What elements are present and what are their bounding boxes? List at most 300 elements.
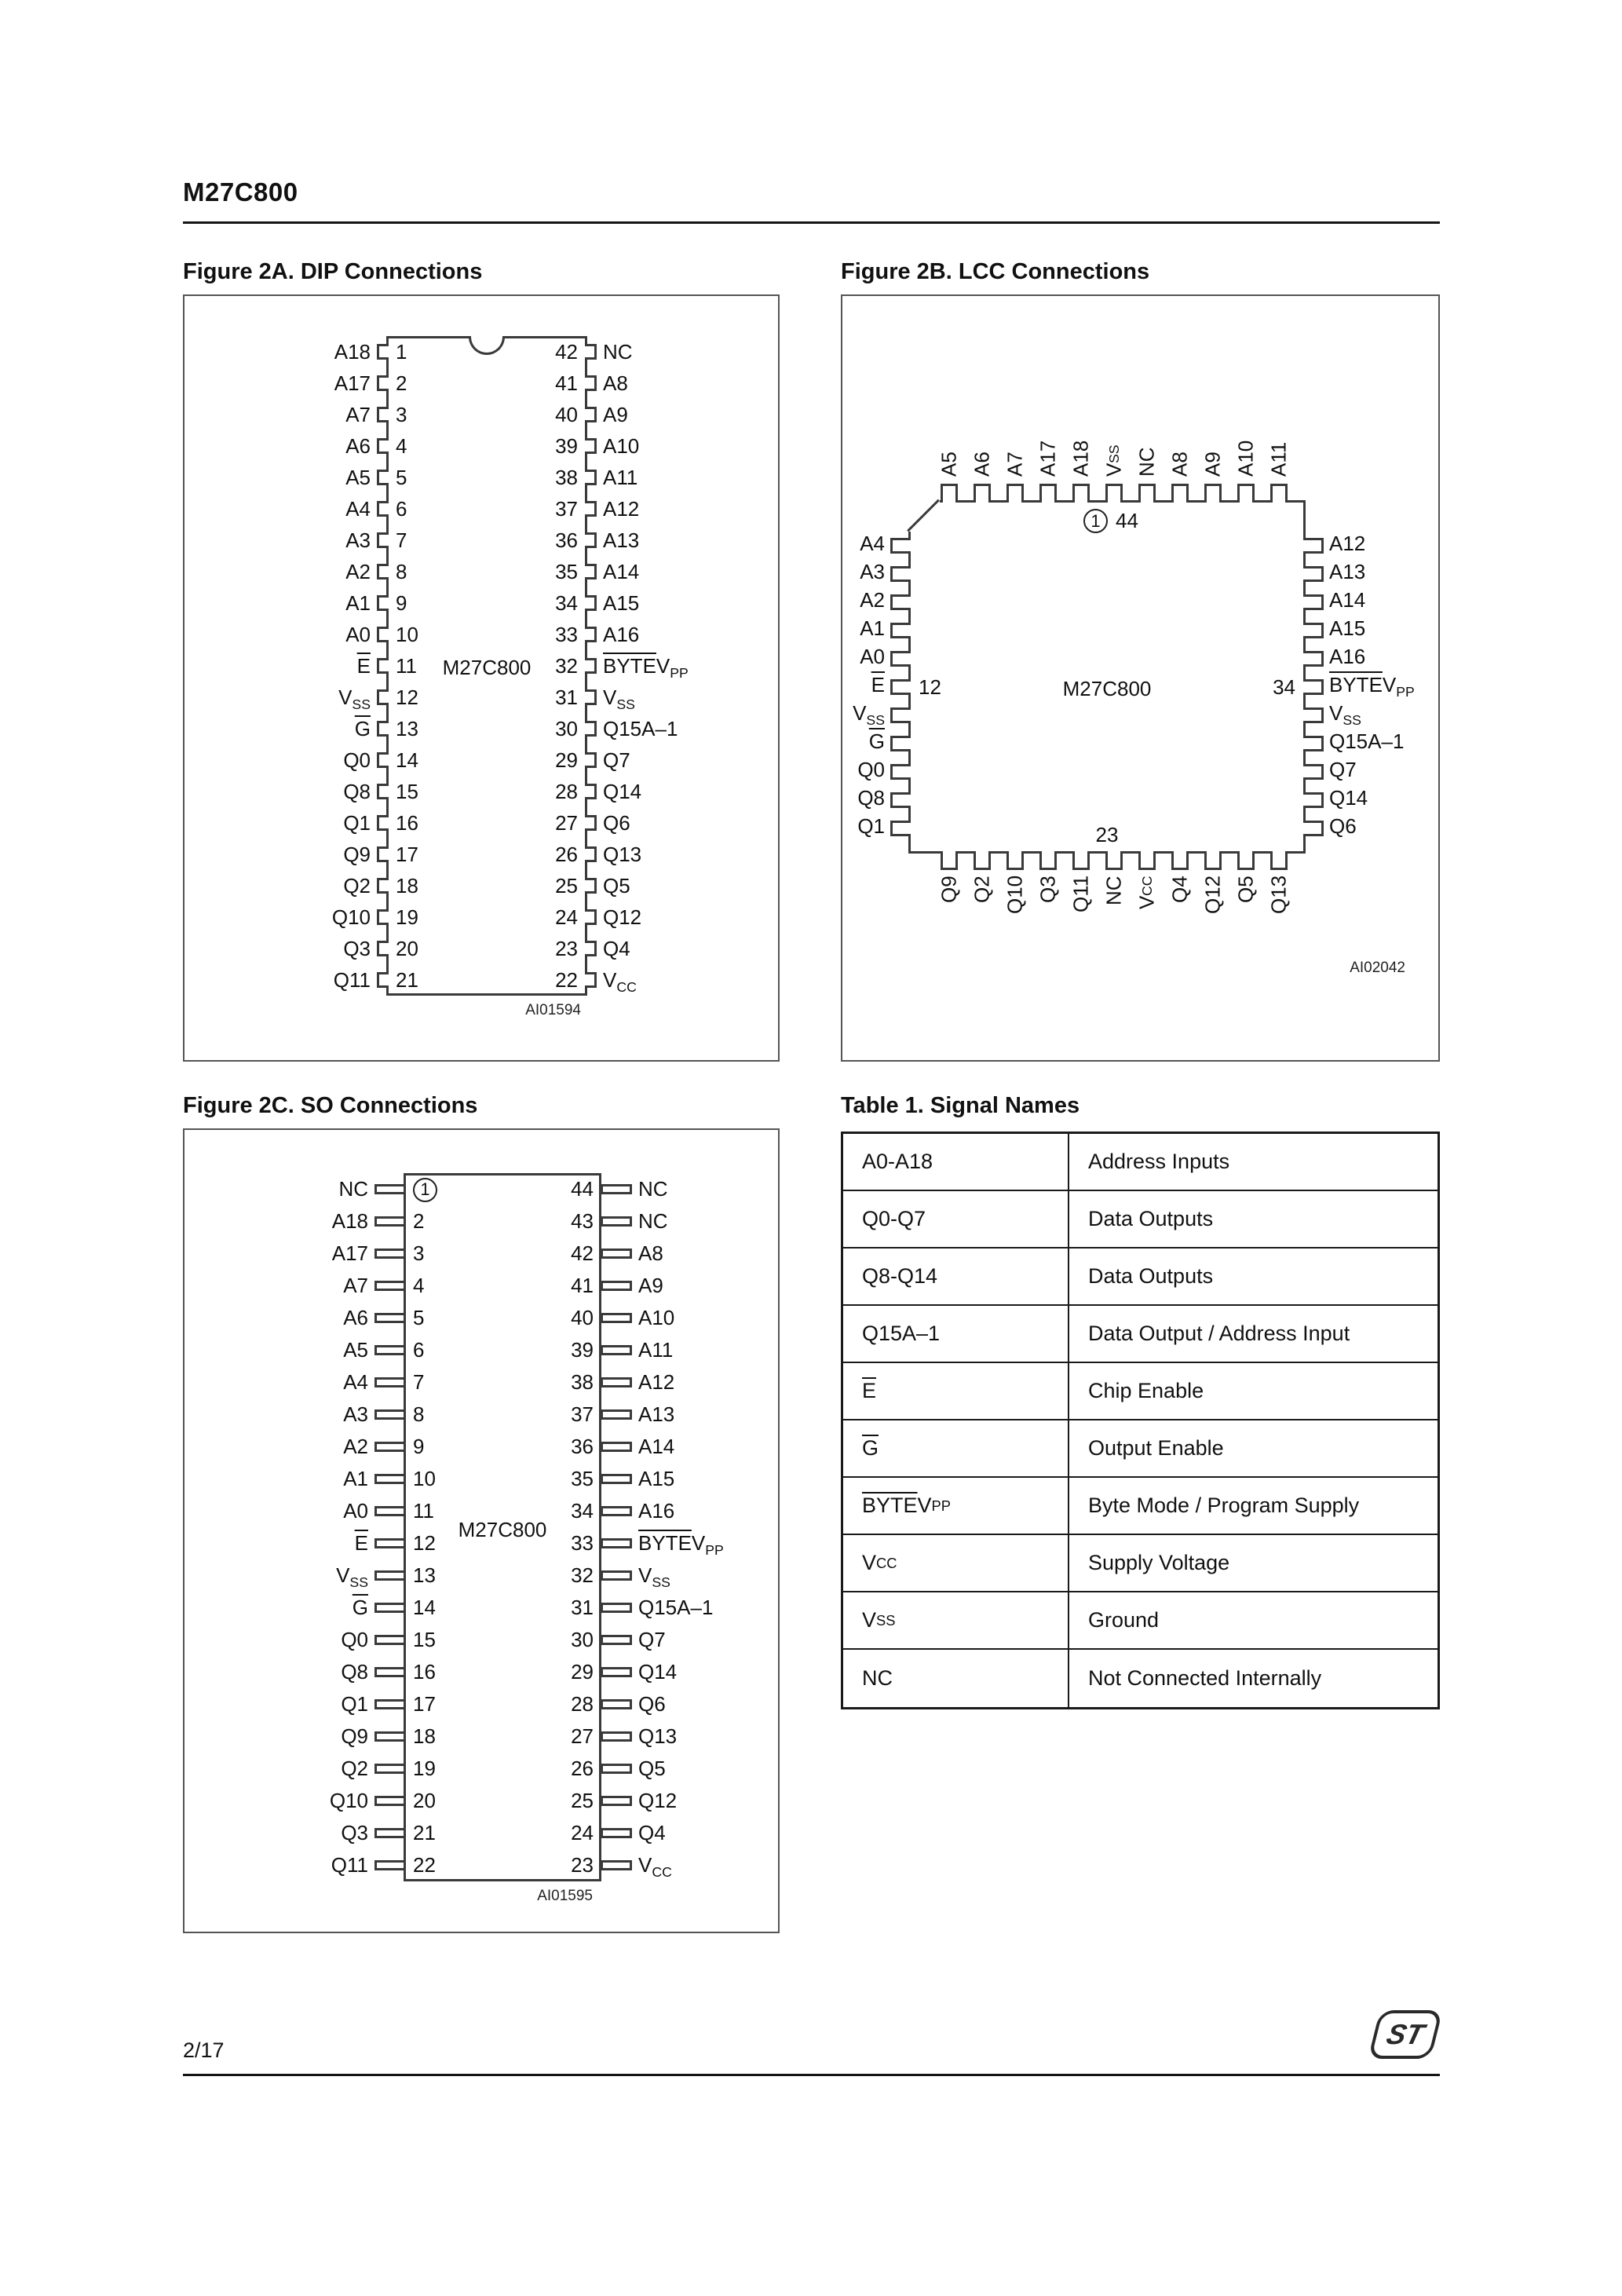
- pin-label-left: A3: [345, 528, 371, 552]
- pin-number-left: 10: [413, 1467, 436, 1490]
- pin-number-right: 22: [555, 967, 578, 992]
- lcc-pin-bottom: [941, 851, 958, 870]
- pin-row: [280, 1463, 748, 1495]
- signal-desc-cell: Chip Enable: [1088, 1379, 1204, 1402]
- lcc-pin-top: [1072, 484, 1090, 503]
- pin-number-left: 17: [396, 842, 418, 866]
- pin-number-right: 31: [555, 685, 578, 709]
- pin-row: [280, 1173, 748, 1205]
- pin-number-right: 26: [571, 1757, 594, 1780]
- pin-symbol-right: [601, 1828, 632, 1838]
- pin-number: 23: [1095, 823, 1119, 846]
- pin-symbol-right: [601, 1184, 632, 1194]
- lcc-pin-right: [1303, 707, 1324, 723]
- pin-label-left: A6: [345, 433, 371, 458]
- signal-desc-cell: Address Inputs: [1088, 1150, 1230, 1173]
- pin-label-right: A14: [638, 1435, 675, 1458]
- pin-symbol-right: [585, 564, 597, 579]
- chip-label: M27C800: [1062, 677, 1152, 700]
- lcc-pin-bottom: [1006, 851, 1024, 870]
- pin-number-right: 41: [571, 1274, 594, 1297]
- pin-symbol-right: [585, 909, 597, 925]
- pin-label-left: NC: [338, 1177, 368, 1201]
- pin-number-right: 39: [571, 1338, 594, 1362]
- pin-label-left: Q10: [329, 1789, 368, 1812]
- lcc-pin-right: [1303, 566, 1324, 582]
- pin-number-right: 30: [555, 716, 578, 740]
- pin-label-right: Q15A–1: [603, 716, 678, 740]
- pin-number-left: 20: [396, 936, 418, 960]
- pin-number-left: 4: [413, 1274, 425, 1297]
- pin-label-bottom: Q12: [1200, 876, 1225, 915]
- pin-row: [283, 964, 713, 996]
- pin-number-left: 5: [413, 1306, 425, 1329]
- pin-number: 44: [1116, 509, 1138, 532]
- pin-number-left: 19: [413, 1757, 436, 1780]
- pin-label-top: A17: [1036, 440, 1060, 477]
- pin-number-right: 36: [571, 1435, 594, 1458]
- pin-symbol-right: [601, 1345, 632, 1355]
- pin-symbol-left: [374, 1377, 406, 1387]
- pin-label-left: Q11: [333, 967, 371, 992]
- pin-number-left: 2: [413, 1209, 425, 1233]
- signal-name-cell: $\overline{G}$: [843, 1420, 1069, 1476]
- pin-number-right: 35: [571, 1467, 594, 1490]
- pin-number-right: 28: [555, 779, 578, 803]
- pin-row: [280, 1366, 748, 1398]
- pin-symbol-left: [377, 375, 389, 391]
- pin-symbol-right: [601, 1570, 632, 1581]
- pin-label-right: Q15A–1: [638, 1596, 714, 1619]
- pin-label-top: A8: [1167, 452, 1192, 477]
- pin-number-right: 42: [555, 339, 578, 364]
- pin-symbol-left: [374, 1184, 406, 1194]
- pin-row: [283, 744, 713, 776]
- pin-label-right: A14: [1329, 588, 1366, 612]
- pin-symbol-right: [601, 1699, 632, 1709]
- pin-label-left: A1: [345, 590, 371, 615]
- pin-symbol-right: [601, 1635, 632, 1645]
- pin-number-right: 35: [555, 559, 578, 583]
- pin-label-right: NC: [638, 1209, 668, 1233]
- pin-label-bottom: Q5: [1233, 876, 1258, 903]
- pin-row: [280, 1302, 748, 1334]
- pin-number-right: 25: [555, 873, 578, 898]
- pin-label-left: Q9: [343, 842, 371, 866]
- pin-label-right: $V_{CC}$: [638, 1853, 672, 1881]
- pin-number-left: 6: [413, 1338, 425, 1362]
- pin-row: [280, 1527, 748, 1559]
- pin-number-right: 33: [571, 1531, 594, 1555]
- pin-label-right: Q13: [638, 1724, 678, 1748]
- figure-ref: AI02042: [1350, 960, 1405, 976]
- pin-number-right: 24: [571, 1821, 594, 1844]
- pin-number-right: 24: [555, 905, 578, 929]
- pin-symbol-left: [374, 1828, 406, 1838]
- pin-row: [283, 776, 713, 807]
- lcc-pin-top: [1237, 484, 1255, 503]
- pin-label-right: NC: [603, 339, 633, 364]
- lcc-pin-right: [1303, 594, 1324, 610]
- pin-symbol-left: [374, 1506, 406, 1516]
- pin-number-right: 36: [555, 528, 578, 552]
- pin-number-left: 14: [413, 1596, 436, 1619]
- table-row: [843, 1134, 1438, 1191]
- pin-number-left: 17: [413, 1692, 436, 1716]
- signal-desc-cell: Supply Voltage: [1088, 1551, 1230, 1574]
- lcc-pin-left: [890, 679, 911, 695]
- pin-symbol-left: [377, 532, 389, 548]
- pin-label-right: A9: [603, 402, 628, 426]
- pin-symbol-right: [585, 878, 597, 894]
- pin-label-right: Q6: [603, 810, 630, 835]
- pin-label-left: A3: [860, 560, 885, 583]
- pin-label-left: Q8: [341, 1660, 368, 1684]
- pin-row: [283, 556, 713, 587]
- pin-label-right: Q7: [638, 1628, 666, 1651]
- pin-row: [283, 493, 713, 525]
- pin-label-top: A9: [1200, 452, 1225, 477]
- pin-label-right: A10: [638, 1306, 675, 1329]
- pin-symbol-left: [374, 1731, 406, 1742]
- pin-symbol-left: [377, 595, 389, 611]
- pin-number-left: 3: [396, 402, 407, 426]
- pin-number-left: 20: [413, 1789, 436, 1812]
- lcc-pin-top: [1039, 484, 1057, 503]
- pin-label-right: Q4: [603, 936, 630, 960]
- st-logo-icon: [1368, 2010, 1442, 2059]
- signal-name-cell: Q15A–1: [843, 1306, 1069, 1362]
- signal-desc-cell: Data Output / Address Input: [1088, 1322, 1350, 1345]
- pin-label-right: Q6: [1329, 814, 1357, 838]
- lcc-pin-left: [890, 736, 911, 751]
- pin-label-left: A4: [343, 1370, 368, 1394]
- pin-symbol-left: [377, 564, 389, 579]
- pin-label-right: Q13: [603, 842, 642, 866]
- pin-label-right: NC: [638, 1177, 668, 1201]
- pin-label-top: A6: [970, 452, 994, 477]
- pin-label-right: A13: [638, 1402, 675, 1426]
- pin-row: [280, 1559, 748, 1592]
- pin-label-right: A8: [638, 1241, 663, 1265]
- pin-number-right: 40: [555, 402, 578, 426]
- pin-label-right: A13: [1329, 560, 1366, 583]
- pin-symbol-right: [585, 815, 597, 831]
- pin-row: [283, 650, 713, 682]
- lcc-pin-left: [890, 764, 911, 780]
- pin-row: [280, 1205, 748, 1238]
- pin-number: 34: [1273, 675, 1295, 699]
- table-row: [843, 1191, 1438, 1249]
- pin-symbol-left: [374, 1796, 406, 1806]
- signal-name-cell: A0-A18: [843, 1134, 1069, 1190]
- signal-name-cell: V CC: [843, 1535, 1069, 1591]
- pin-label-left: Q3: [341, 1821, 368, 1844]
- page-title: M27C800: [183, 177, 298, 207]
- pin-symbol-right: [601, 1377, 632, 1387]
- pin-symbol-left: [377, 721, 389, 737]
- pin-label-right: Q6: [638, 1692, 666, 1716]
- pin-number-left: 5: [396, 465, 407, 489]
- pin-symbol-left: [374, 1249, 406, 1259]
- pin-row: [283, 682, 713, 713]
- lcc-pin-top: [1171, 484, 1189, 503]
- pin-symbol-left: [377, 501, 389, 517]
- pin-symbol-right: [585, 344, 597, 360]
- pin-number-left: 15: [396, 779, 418, 803]
- pin-row: [283, 807, 713, 839]
- pin-label-left: $\overline{G}$: [354, 716, 371, 740]
- pin-label-right: Q12: [638, 1789, 678, 1812]
- pin-number-right: 37: [555, 496, 578, 521]
- pin-label-bottom: Q3: [1036, 876, 1060, 903]
- pin-row: [280, 1720, 748, 1753]
- pin-label-right: Q5: [638, 1757, 666, 1780]
- pin-label-left: $\overline{E}$: [871, 673, 885, 696]
- chip-label: M27C800: [442, 656, 532, 679]
- pin-label-left: Q0: [341, 1628, 368, 1651]
- pin-number-left: 2: [396, 371, 407, 395]
- pin-label-bottom: Q10: [1003, 876, 1027, 915]
- pin-row: [280, 1398, 748, 1431]
- pin-label-left: A6: [343, 1306, 368, 1329]
- pin-number-right: 32: [555, 653, 578, 678]
- pin-number-right: 43: [571, 1209, 594, 1233]
- pin-row: [283, 587, 713, 619]
- lcc-pin-right: [1303, 736, 1324, 751]
- table-1-title: Table 1. Signal Names: [841, 1093, 1080, 1118]
- signal-name-cell: Q8-Q14: [843, 1249, 1069, 1304]
- pin-label-left: $\overline{G}$: [352, 1596, 368, 1619]
- pin-label-left: A0: [343, 1499, 368, 1523]
- pin-row: [280, 1334, 748, 1366]
- pin-symbol-right: [601, 1442, 632, 1452]
- pin-number-left: 6: [396, 496, 407, 521]
- pin-label-right: A16: [1329, 645, 1366, 668]
- pin-symbol-right: [585, 721, 597, 737]
- pin-number-right: 40: [571, 1306, 594, 1329]
- pin-symbol-right: [601, 1731, 632, 1742]
- pin-number-right: 37: [571, 1402, 594, 1426]
- lcc-pin-bottom: [1138, 851, 1156, 870]
- pin-label-left: A2: [343, 1435, 368, 1458]
- pin-label-left: $V_{SS}$: [336, 1563, 368, 1591]
- pin-row: [283, 901, 713, 933]
- figure-ref: AI01594: [525, 1002, 581, 1018]
- pin-number-left: 16: [413, 1660, 436, 1684]
- pin-label-right: Q14: [1329, 786, 1368, 810]
- pin-label-left: A17: [334, 371, 371, 395]
- pin-number-right: 32: [571, 1563, 594, 1587]
- pin-row: [280, 1238, 748, 1270]
- pin-row: [280, 1592, 748, 1624]
- pin-symbol-right: [585, 470, 597, 485]
- footer-rule: [183, 2074, 1440, 2076]
- pin-row: [283, 525, 713, 556]
- pin-symbol-left: [374, 1667, 406, 1677]
- pin-label-right: $BYTEV_{PP}$: [638, 1531, 724, 1559]
- pin-symbol-left: [374, 1635, 406, 1645]
- pin-label-right: $V_{SS}$: [1329, 701, 1361, 729]
- lcc-pin-left: [890, 707, 911, 723]
- pin-number-left: 9: [396, 590, 407, 615]
- pin-symbol-left: [374, 1345, 406, 1355]
- pin-label-right: A12: [1329, 532, 1366, 555]
- pin-symbol-left: [377, 752, 389, 768]
- pin-label-left: Q1: [857, 814, 885, 838]
- pin-row: [280, 1431, 748, 1463]
- lcc-pin-right: [1303, 821, 1324, 836]
- pin-number-left: 18: [396, 873, 418, 898]
- pin-label-left: A5: [343, 1338, 368, 1362]
- lcc-pin-right: [1303, 679, 1324, 695]
- pin-number-left: 8: [396, 559, 407, 583]
- pin-number-left: 4: [396, 433, 407, 458]
- pin-label-right: Q4: [638, 1821, 666, 1844]
- lcc-pin-right: [1303, 792, 1324, 808]
- pin-row: [283, 870, 713, 901]
- pin-label-left: A17: [331, 1241, 368, 1265]
- pin-number-left: 9: [413, 1435, 425, 1458]
- pin-number-right: 34: [571, 1499, 594, 1523]
- signal-desc-cell: Byte Mode / Program Supply: [1088, 1493, 1360, 1517]
- pin-number-left: 15: [413, 1628, 436, 1651]
- pin-number-right: 30: [571, 1628, 594, 1651]
- pin-symbol-right: [601, 1249, 632, 1259]
- pin-row: [280, 1495, 748, 1527]
- signal-desc-cell: Ground: [1088, 1608, 1160, 1632]
- lcc-pin-top: [1105, 484, 1123, 503]
- pin-symbol-right: [585, 627, 597, 642]
- table-row: [843, 1478, 1438, 1535]
- pin-number-left: 3: [413, 1241, 425, 1265]
- pin-label-left: A4: [345, 496, 371, 521]
- pin-symbol-right: [601, 1764, 632, 1774]
- table-row: [843, 1650, 1438, 1707]
- pin-number-right: 27: [571, 1724, 594, 1748]
- pin-symbol-right: [601, 1603, 632, 1613]
- signal-names-table: [841, 1132, 1440, 1709]
- pin-number: 12: [919, 675, 941, 699]
- pin-label-bottom: Q11: [1069, 876, 1093, 913]
- pin-symbol-left: [377, 470, 389, 485]
- pin-symbol-left: [377, 909, 389, 925]
- pin-label-right: Q12: [603, 905, 642, 929]
- pin-symbol-left: [377, 815, 389, 831]
- pin-label-left: A5: [345, 465, 371, 489]
- pin-symbol-left: [377, 627, 389, 642]
- pin-number-right: 23: [555, 936, 578, 960]
- pin-symbol-right: [601, 1281, 632, 1291]
- pin-label-top: A11: [1266, 441, 1291, 477]
- pin-row: [280, 1849, 748, 1881]
- pin-symbol-left: [374, 1474, 406, 1484]
- table-row: [843, 1420, 1438, 1478]
- pin-label-right: $BYTEV_{PP}$: [603, 653, 689, 681]
- pin-label-right: A12: [638, 1370, 675, 1394]
- pin-label-right: A11: [638, 1338, 674, 1362]
- pin1-marker-icon: 1: [413, 1178, 437, 1202]
- pin-label-bottom: NC: [1101, 876, 1126, 905]
- pin-symbol-left: [377, 438, 389, 454]
- lcc-pin-top: [1204, 484, 1222, 503]
- pin-row: [283, 933, 713, 964]
- pin-symbol-right: [585, 407, 597, 422]
- st-logo: [1374, 2010, 1437, 2059]
- table-row: [843, 1363, 1438, 1420]
- pin-symbol-right: [585, 532, 597, 548]
- pin-row: [280, 1785, 748, 1817]
- pin-label-right: Q5: [603, 873, 630, 898]
- pin-symbol-left: [377, 407, 389, 422]
- pin-label-right: A8: [603, 371, 628, 395]
- pin-label-left: $V_{SS}$: [853, 701, 885, 729]
- pin-number-left: [404, 1176, 448, 1202]
- lcc-pin-top: [974, 484, 991, 503]
- lcc-pin-bottom: [974, 851, 991, 870]
- pin-number-right: 44: [571, 1177, 594, 1201]
- pin-row: [280, 1688, 748, 1720]
- pin-label-left: A1: [343, 1467, 368, 1490]
- pin-label-left: Q0: [857, 758, 885, 781]
- pin-label-left: $\overline{E}$: [354, 1531, 368, 1555]
- pin-label-left: A7: [343, 1274, 368, 1297]
- pin-label-right: $V_{SS}$: [603, 685, 635, 712]
- lcc-pin-right: [1303, 651, 1324, 667]
- signal-name-cell: BYTE V PP: [843, 1478, 1069, 1534]
- pin-label-top: NC: [1134, 447, 1159, 477]
- pin-label-left: Q0: [343, 748, 371, 772]
- pin-label-left: Q8: [343, 779, 371, 803]
- pin-number-right: 38: [571, 1370, 594, 1394]
- pin-symbol-left: [374, 1699, 406, 1709]
- figure-2b-title: Figure 2B. LCC Connections: [841, 259, 1150, 284]
- pin-label-left: A2: [860, 588, 885, 612]
- pin-number-right: 23: [571, 1853, 594, 1877]
- pin-label-left: Q11: [331, 1853, 368, 1877]
- pin-symbol-right: [601, 1313, 632, 1323]
- pin-number-left: 13: [413, 1563, 436, 1587]
- pin-label-left: A18: [331, 1209, 368, 1233]
- pin-label-bottom: Q2: [970, 876, 994, 903]
- pin-label-left: Q1: [341, 1692, 368, 1716]
- pin-number-right: 29: [571, 1660, 594, 1684]
- pin-symbol-left: [374, 1313, 406, 1323]
- pin-label-left: Q10: [331, 905, 371, 929]
- pin-number-left: 13: [396, 716, 418, 740]
- pin-number-right: 41: [555, 371, 578, 395]
- pin-label-right: A9: [638, 1274, 663, 1297]
- pin-number-right: 28: [571, 1692, 594, 1716]
- figure-2c-box: [183, 1128, 780, 1933]
- pin-symbol-left: [377, 344, 389, 360]
- pin-label-left: A18: [334, 339, 371, 364]
- signal-name-cell: $\overline{E}$: [843, 1363, 1069, 1419]
- pin-label-left: $\overline{E}$: [356, 653, 371, 678]
- pin-label-bottom: Q9: [937, 876, 961, 903]
- lcc-pin-left: [890, 821, 911, 836]
- pin-row: [283, 713, 713, 744]
- pin-label-left: Q2: [341, 1757, 368, 1780]
- pin-row: [280, 1270, 748, 1302]
- pin-label-left: A1: [860, 616, 885, 640]
- pin-label-right: A12: [603, 496, 640, 521]
- pin-label-left: $\overline{G}$: [868, 729, 885, 753]
- pin-symbol-right: [585, 501, 597, 517]
- pin-label-right: Q7: [1329, 758, 1357, 781]
- lcc-pin-top: [941, 484, 958, 503]
- pin-label-top: A10: [1233, 440, 1258, 477]
